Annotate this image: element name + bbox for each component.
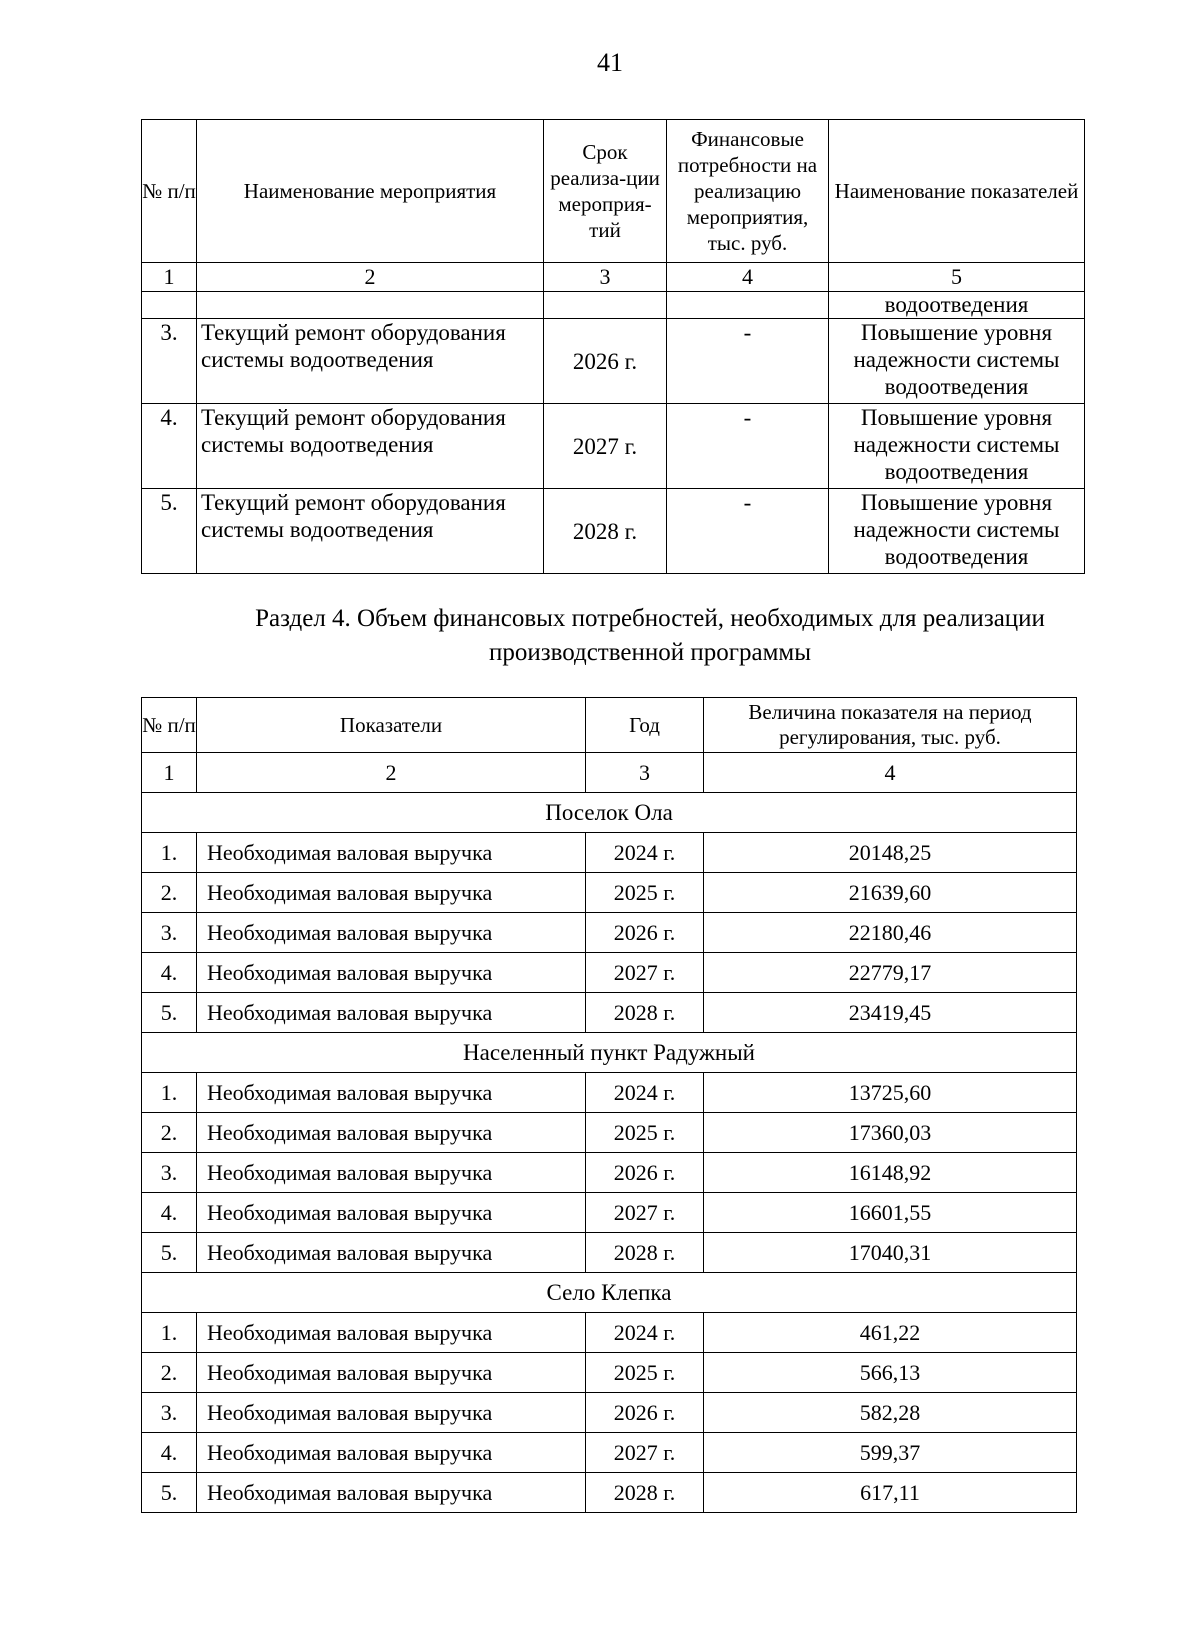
- indicator-name: Необходимая валовая выручка: [197, 913, 586, 953]
- row-num: 3.: [142, 319, 197, 404]
- row-value: 599,37: [704, 1433, 1077, 1473]
- table-row: [142, 913, 1077, 953]
- row-year: 2027 г.: [586, 953, 704, 993]
- row-year: 2026 г.: [586, 1153, 704, 1193]
- row-num: 5.: [142, 993, 197, 1033]
- table-row: [142, 1153, 1077, 1193]
- section-title: Раздел 4. Объем финансовых потребностей, необходимых для реализации производственной программы: [255, 605, 1045, 666]
- measure-indicator: Повышение уровня надежности системы водоотведения: [829, 404, 1085, 489]
- indicator-name: Необходимая валовая выручка: [197, 1113, 586, 1153]
- row-num: 5.: [142, 489, 197, 574]
- header-year: Год: [586, 698, 704, 753]
- row-num: 1.: [142, 1313, 197, 1353]
- page-number: 41: [597, 48, 623, 77]
- row-year: 2028 г.: [586, 993, 704, 1033]
- measure-name: Текущий ремонт оборудования системы водоотведения: [197, 404, 544, 489]
- financial-needs-table: [141, 697, 1077, 1513]
- header-value: Величина показателя на период регулирования, тыс. руб.: [704, 698, 1077, 753]
- row-value: 21639,60: [704, 873, 1077, 913]
- table-row: [142, 993, 1077, 1033]
- indicator-name: Необходимая валовая выручка: [197, 1353, 586, 1393]
- table-header-row: [142, 120, 1085, 263]
- row-num: 1.: [142, 1073, 197, 1113]
- row-year: 2028 г.: [586, 1233, 704, 1273]
- row-year: 2025 г.: [586, 1353, 704, 1393]
- row-value: 23419,45: [704, 993, 1077, 1033]
- row-year: 2025 г.: [586, 1113, 704, 1153]
- table-row: [142, 1113, 1077, 1153]
- header-num: № п/п: [142, 698, 197, 753]
- table-row: [142, 319, 1085, 404]
- group-name: Село Клепка: [142, 1273, 1077, 1313]
- measure-indicator: Повышение уровня надежности системы водоотведения: [829, 319, 1085, 404]
- measures-table: [141, 119, 1085, 574]
- indicator-name: Необходимая валовая выручка: [197, 1193, 586, 1233]
- group-row: [142, 793, 1077, 833]
- row-value: 22779,17: [704, 953, 1077, 993]
- continuation-row: [142, 292, 1085, 319]
- table-row: [142, 1233, 1077, 1273]
- row-value: 582,28: [704, 1393, 1077, 1433]
- row-num: 3.: [142, 1153, 197, 1193]
- column-number: 4: [704, 753, 1077, 793]
- group-row: [142, 1273, 1077, 1313]
- group-name: Поселок Ола: [142, 793, 1077, 833]
- measure-term: 2026 г.: [544, 319, 667, 404]
- row-num: 2.: [142, 873, 197, 913]
- row-value: 13725,60: [704, 1073, 1077, 1113]
- header-indicators: Показатели: [197, 698, 586, 753]
- header-financial-needs: Финансовые потребности на реализацию мероприятия, тыс. руб.: [667, 120, 829, 263]
- column-number: 3: [544, 263, 667, 292]
- row-num: 2.: [142, 1113, 197, 1153]
- row-num: 4.: [142, 404, 197, 489]
- row-value: 461,22: [704, 1313, 1077, 1353]
- column-number-row: [142, 753, 1077, 793]
- row-value: 20148,25: [704, 833, 1077, 873]
- indicator-name: Необходимая валовая выручка: [197, 1313, 586, 1353]
- table-row: [142, 1433, 1077, 1473]
- row-num: 2.: [142, 1353, 197, 1393]
- row-num: 4.: [142, 953, 197, 993]
- row-value: 617,11: [704, 1473, 1077, 1513]
- row-year: 2026 г.: [586, 1393, 704, 1433]
- column-number: 5: [829, 263, 1085, 292]
- column-number: 1: [142, 753, 197, 793]
- indicator-name: Необходимая валовая выручка: [197, 993, 586, 1033]
- measure-name: Текущий ремонт оборудования системы водоотведения: [197, 489, 544, 574]
- measure-term: 2027 г.: [544, 404, 667, 489]
- indicator-name: Необходимая валовая выручка: [197, 1073, 586, 1113]
- header-num: № п/п: [142, 120, 197, 263]
- measure-indicator: Повышение уровня надежности системы водоотведения: [829, 489, 1085, 574]
- indicator-name: Необходимая валовая выручка: [197, 1393, 586, 1433]
- column-number-row: [142, 263, 1085, 292]
- table-header-row: [142, 698, 1077, 753]
- continuation-text: водоотведения: [829, 292, 1085, 319]
- column-number: 2: [197, 753, 586, 793]
- row-year: 2024 г.: [586, 1073, 704, 1113]
- row-value: 16148,92: [704, 1153, 1077, 1193]
- measure-financial-needs: -: [667, 319, 829, 404]
- measure-name: Текущий ремонт оборудования системы водоотведения: [197, 319, 544, 404]
- table-row: [142, 489, 1085, 574]
- measure-term: 2028 г.: [544, 489, 667, 574]
- row-year: 2027 г.: [586, 1433, 704, 1473]
- table-row: [142, 833, 1077, 873]
- row-value: 17040,31: [704, 1233, 1077, 1273]
- table-row: [142, 1353, 1077, 1393]
- indicator-name: Необходимая валовая выручка: [197, 953, 586, 993]
- column-number: 1: [142, 263, 197, 292]
- indicator-name: Необходимая валовая выручка: [197, 1433, 586, 1473]
- table-row: [142, 1393, 1077, 1433]
- measure-financial-needs: -: [667, 489, 829, 574]
- table-row: [142, 1313, 1077, 1353]
- group-name: Населенный пункт Радужный: [142, 1033, 1077, 1073]
- row-year: 2026 г.: [586, 913, 704, 953]
- row-year: 2028 г.: [586, 1473, 704, 1513]
- table-row: [142, 404, 1085, 489]
- row-num: 3.: [142, 1393, 197, 1433]
- header-measure-name: Наименование мероприятия: [197, 120, 544, 263]
- header-indicator-name: Наименование показателей: [829, 120, 1085, 263]
- row-num: 5.: [142, 1473, 197, 1513]
- indicator-name: Необходимая валовая выручка: [197, 1233, 586, 1273]
- row-value: 16601,55: [704, 1193, 1077, 1233]
- row-year: 2027 г.: [586, 1193, 704, 1233]
- row-year: 2024 г.: [586, 1313, 704, 1353]
- header-term: Срок реализа-ции мероприя-тий: [544, 120, 667, 263]
- indicator-name: Необходимая валовая выручка: [197, 1473, 586, 1513]
- table-row: [142, 953, 1077, 993]
- row-value: 17360,03: [704, 1113, 1077, 1153]
- group-row: [142, 1033, 1077, 1073]
- indicator-name: Необходимая валовая выручка: [197, 1153, 586, 1193]
- row-num: 1.: [142, 833, 197, 873]
- column-number: 2: [197, 263, 544, 292]
- row-num: 4.: [142, 1193, 197, 1233]
- row-num: 3.: [142, 913, 197, 953]
- row-value: 22180,46: [704, 913, 1077, 953]
- row-year: 2025 г.: [586, 873, 704, 913]
- row-year: 2024 г.: [586, 833, 704, 873]
- row-value: 566,13: [704, 1353, 1077, 1393]
- measure-financial-needs: -: [667, 404, 829, 489]
- table-row: [142, 1473, 1077, 1513]
- row-num: 4.: [142, 1433, 197, 1473]
- row-num: 5.: [142, 1233, 197, 1273]
- table-row: [142, 1193, 1077, 1233]
- indicator-name: Необходимая валовая выручка: [197, 873, 586, 913]
- column-number: 3: [586, 753, 704, 793]
- table-row: [142, 1073, 1077, 1113]
- column-number: 4: [667, 263, 829, 292]
- table-row: [142, 873, 1077, 913]
- indicator-name: Необходимая валовая выручка: [197, 833, 586, 873]
